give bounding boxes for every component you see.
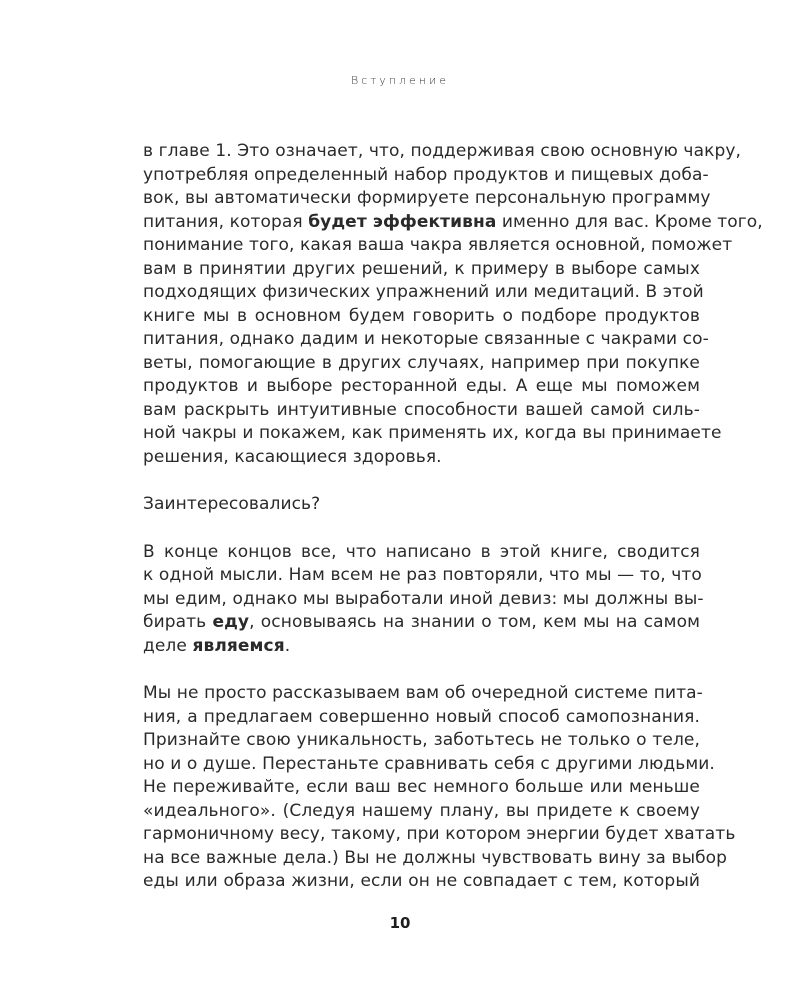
text-line: решения, касающиеся здоровья. xyxy=(143,446,442,467)
page-number: 10 xyxy=(389,914,411,932)
text-line: к одной мысли. Нам всем не раз повторяли, что мы — то, что xyxy=(143,565,702,585)
text-line xyxy=(143,211,763,235)
bold-word: являемся xyxy=(192,635,285,656)
running-head: Вступление xyxy=(351,74,449,87)
text-line: Заинтересовались? xyxy=(143,494,321,514)
text-line: веты, помогающие в других случаях, например при покупке xyxy=(143,352,700,373)
text-run: , основываясь на знании о том, кем мы на самом xyxy=(249,612,700,632)
text-line: гармоничному весу, такому, при котором энергии будет хватать xyxy=(143,824,736,844)
text-line xyxy=(143,635,700,659)
text-line: вок, вы автоматически формируете персональную программу xyxy=(143,188,711,208)
paragraph-3 xyxy=(143,541,704,659)
text-line: вам в принятии других решений, к примеру в выборе самых xyxy=(143,258,700,279)
text-line xyxy=(143,611,700,635)
text-line: на все важные дела.) Вы не должны чувствовать вину за выбор xyxy=(143,847,728,868)
text-line: употребляя определенный набор продуктов и пищевых доба- xyxy=(143,164,709,185)
paragraph-1 xyxy=(143,140,763,469)
text-line: вам раскрыть интуитивные способности вашей самой силь- xyxy=(143,399,700,420)
text-line: В конце концов все, что написано в этой книге, сводится xyxy=(143,541,700,562)
text-line: но и о душе. Перестаньте сравнивать себя с другими людьми. xyxy=(143,753,715,774)
text-line: понимание того, какая ваша чакра является основной, поможет xyxy=(143,235,733,255)
text-line: мы едим, однако мы выработали иной девиз: мы должны вы- xyxy=(143,588,704,609)
text-run: . xyxy=(284,635,291,656)
text-run: бирать xyxy=(143,612,213,632)
text-line: «идеального». (Следуя нашему плану, вы придете к своему xyxy=(143,800,700,821)
paragraph-4 xyxy=(143,682,736,894)
text-line: Не переживайте, если ваш вес немного больше или меньше xyxy=(143,777,700,797)
paragraph-2 xyxy=(143,493,700,517)
body-text xyxy=(143,140,763,918)
text-line: подходящих физических упражнений или медитаций. В этой xyxy=(143,282,704,302)
bold-phrase: будет эффективна xyxy=(308,211,497,232)
text-line: Мы не просто рассказываем вам об очередной системе пита- xyxy=(143,683,703,703)
text-line: в главе 1. Это означает, что, поддерживая свою основную чакру, xyxy=(143,141,742,161)
text-line: питания, однако дадим и некоторые связанные с чакрами со- xyxy=(143,329,709,349)
text-run: именно для вас. Кроме того, xyxy=(496,211,763,232)
text-run: деле xyxy=(143,635,193,656)
text-line: книге мы в основном будем говорить о подборе продуктов xyxy=(143,305,700,326)
text-line: ния, а предлагаем совершенно новый способ самопознания. xyxy=(143,706,700,727)
text-line: ной чакры и покажем, как применять их, когда вы принимаете xyxy=(143,423,722,443)
text-line: продуктов и выборе ресторанной еды. А еще мы поможем xyxy=(143,376,700,396)
text-line: Признайте свою уникальность, заботьтесь не только о теле, xyxy=(143,730,700,750)
bold-word: еду xyxy=(212,612,250,632)
text-line: еды или образа жизни, если он не совпадает с тем, который xyxy=(143,871,700,891)
text-run: питания, которая xyxy=(143,211,309,232)
